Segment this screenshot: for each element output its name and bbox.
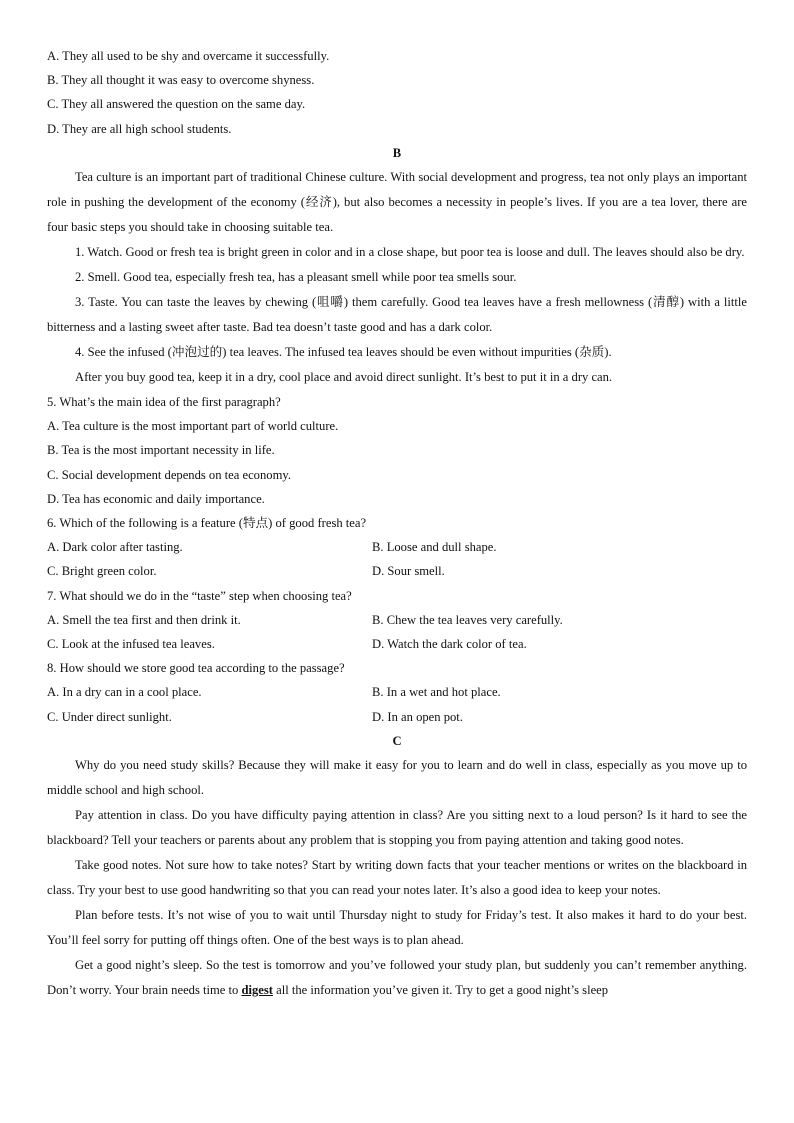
question-7: 7. What should we do in the “taste” step when choosing tea? <box>47 588 352 603</box>
prev-option-a: A. They all used to be shy and overcame it successfully. <box>47 49 330 63</box>
q8-option-b: B. In a wet and hot place. <box>372 685 501 700</box>
question-5: 5. What’s the main idea of the first paragraph? <box>47 395 281 410</box>
exam-page <box>47 44 747 1003</box>
q6-option-b: B. Loose and dull shape. <box>372 540 497 555</box>
q8-options-row-1 <box>47 680 747 704</box>
section-c-plan: Plan before tests. It’s not wise of you to wait until Thursday night to study for Friday’s test. It also makes it hard to do your best. You’ll feel sorry for putting off things often. One of the best ways is to plan ahead. <box>47 908 747 948</box>
section-c-notes: Take good notes. Not sure how to take notes? Start by writing down facts that your teacher mentions or writes on the blackboard in class. Try your best to use good handwriting so that you can read your notes later. It’s also a good idea to keep your notes. <box>47 858 747 898</box>
q5-option-c: C. Social development depends on tea economy. <box>47 467 291 482</box>
section-b-step-watch: 1. Watch. Good or fresh tea is bright green in color and in a close shape, but poor tea is loose and dull. The leaves should also be dry. <box>75 245 745 260</box>
keyword-digest: digest <box>241 983 273 998</box>
section-c-attention: Pay attention in class. Do you have difficulty paying attention in class? Are you sitting next to a loud person? Is it hard to see the blackboard? Tell your teachers or parents about any problem that is stopping you from paying attention and taking good notes. <box>47 808 747 848</box>
section-b-step-see: 4. See the infused (冲泡过的) tea leaves. The infused tea leaves should be even without impurities (杂质). <box>75 345 612 360</box>
q8-options-row-2 <box>47 705 747 729</box>
q8-option-a: A. In a dry can in a cool place. <box>47 685 202 700</box>
q6-option-a: A. Dark color after tasting. <box>47 540 183 555</box>
question-6: 6. Which of the following is a feature (特点) of good fresh tea? <box>47 516 367 531</box>
q7-option-c: C. Look at the infused tea leaves. <box>47 637 215 652</box>
q7-option-b: B. Chew the tea leaves very carefully. <box>372 612 563 627</box>
prev-option-b: B. They all thought it was easy to overcome shyness. <box>47 73 315 88</box>
q7-options-row-2 <box>47 632 747 656</box>
q8-option-d: D. In an open pot. <box>372 709 463 724</box>
section-c-heading: C <box>392 733 402 748</box>
section-b-step-taste: 3. Taste. You can taste the leaves by chewing (咀嚼) them carefully. Good tea leaves have a fresh mellowness (清醇) with a little bitterness and a lasting sweet after taste. Bad tea doesn’t taste good and has a dark color. <box>47 295 747 335</box>
prev-option-d: D. They are all high school students. <box>47 121 232 136</box>
q8-option-c: C. Under direct sunlight. <box>47 709 172 724</box>
q6-options-row-2 <box>47 559 747 583</box>
q6-options-row-1 <box>47 535 747 559</box>
sleep-text-before: Get a good night’s sleep. So the test is tomorrow and you’ve followed your study plan, but suddenly you can’t remember anything. Don’t worry. Your brain needs time to <box>47 958 747 998</box>
section-c-sleep <box>47 953 747 1003</box>
section-c-intro: Why do you need study skills? Because they will make it easy for you to learn and do well in class, especially as you move up to middle school and high school. <box>47 758 747 798</box>
section-b-storage: After you buy good tea, keep it in a dry, cool place and avoid direct sunlight. It’s best to put it in a dry can. <box>75 370 613 385</box>
q7-options-row-1 <box>47 608 747 632</box>
q6-option-c: C. Bright green color. <box>47 564 157 579</box>
q7-option-a: A. Smell the tea first and then drink it. <box>47 612 241 627</box>
q7-option-d: D. Watch the dark color of tea. <box>372 637 527 652</box>
prev-option-c: C. They all answered the question on the same day. <box>47 97 306 112</box>
q5-option-d: D. Tea has economic and daily importance. <box>47 491 265 506</box>
sleep-text-after: all the information you’ve given it. Try to get a good night’s sleep <box>272 983 609 998</box>
section-b-paragraph: Tea culture is an important part of traditional Chinese culture. With social development and progress, tea not only plays an important role in pushing the development of the economy (经济), but also becomes a necessity in people’s lives. If you are a tea lover, there are four basic steps you should take in choosing suitable tea. <box>47 170 747 235</box>
q6-option-d: D. Sour smell. <box>372 564 445 579</box>
section-b-step-smell: 2. Smell. Good tea, especially fresh tea, has a pleasant smell while poor tea smells sour. <box>75 270 517 285</box>
section-b-heading: B <box>392 145 402 160</box>
question-8: 8. How should we store good tea according to the passage? <box>47 661 345 676</box>
q5-option-a: A. Tea culture is the most important part of world culture. <box>47 419 339 434</box>
q5-option-b: B. Tea is the most important necessity in life. <box>47 443 275 458</box>
